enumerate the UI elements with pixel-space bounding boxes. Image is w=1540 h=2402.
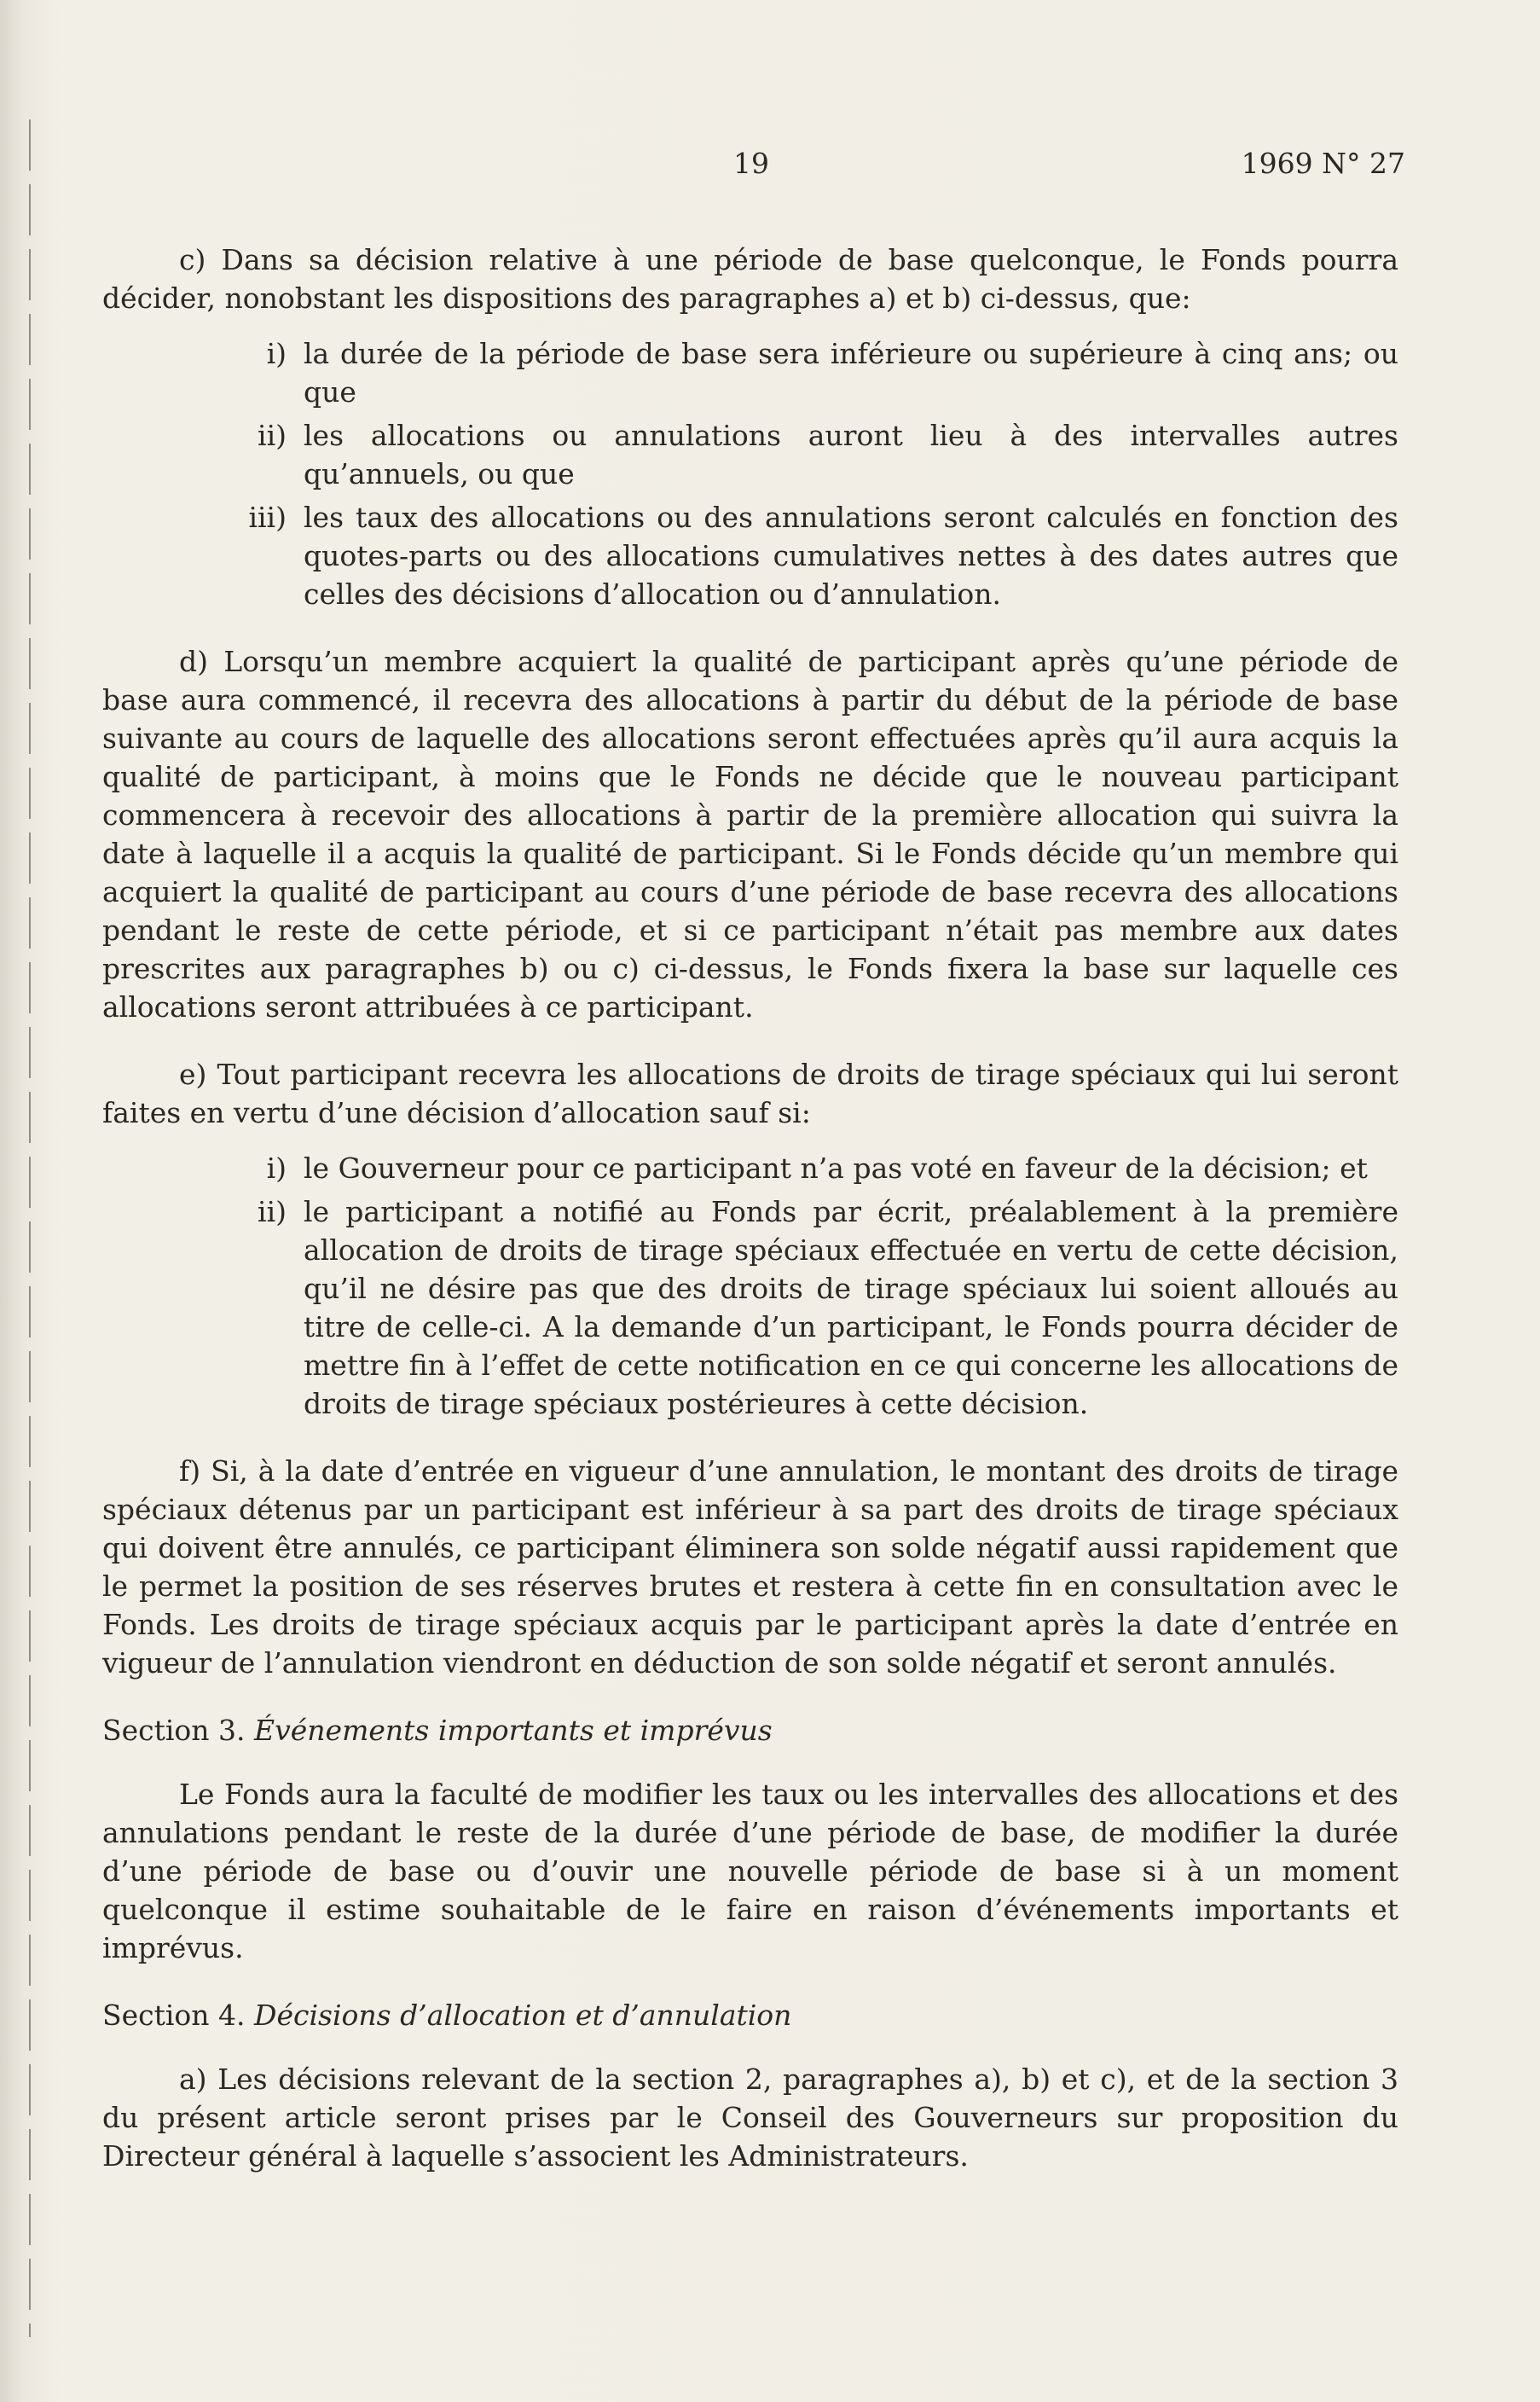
list-marker: iii) bbox=[248, 501, 287, 534]
list-item bbox=[102, 1149, 1398, 1187]
paragraph-e: e) Tout participant recevra les allocations de droits de tirage spéciaux qui lui seront faites en vertu d’une décision d’allocation sauf si: bbox=[102, 1058, 1398, 1129]
page-number: 19 bbox=[733, 147, 769, 180]
section-4-label: Section 4. bbox=[102, 1999, 246, 2032]
list-marker: i) bbox=[266, 1152, 287, 1185]
section-3-label: Section 3. bbox=[102, 1714, 246, 1747]
list-item bbox=[102, 416, 1398, 493]
list-marker: i) bbox=[266, 337, 287, 370]
paragraph-f: f) Si, à la date d’entrée en vigueur d’une annulation, le montant des droits de tirage spéciaux détenus par un participant est inférieur à sa part des droits de tirage spéciaux qui doivent être annulés, ce participant éliminera son solde négatif aussi rapidement que le permet la position de ses réserves brutes et restera à cette fin en consultation avec le Fonds. Les droits de tirage spéciaux acquis par le participant après la date d’entrée en vigueur de l’annulation viendront en déduction de son solde négatif et seront annulés. bbox=[102, 1454, 1398, 1680]
list-marker: ii) bbox=[258, 419, 287, 452]
list-item-text: les allocations ou annulations auront lieu à des intervalles autres qu’annuels, ou que bbox=[304, 419, 1398, 490]
section-3-heading bbox=[102, 1711, 1398, 1749]
section-4-heading bbox=[102, 1996, 1398, 2034]
page-body bbox=[102, 241, 1398, 2204]
list-c bbox=[102, 334, 1398, 613]
section-3-title: Événements importants et imprévus bbox=[254, 1714, 773, 1747]
list-e bbox=[102, 1149, 1398, 1423]
list-item bbox=[102, 498, 1398, 613]
list-item-text: la durée de la période de base sera inférieure ou supérieure à cinq ans; ou que bbox=[304, 337, 1398, 409]
list-marker: ii) bbox=[258, 1195, 287, 1228]
section-4-paragraph-a: a) Les décisions relevant de la section 2, paragraphes a), b) et c), et de la section 3 du présent article seront prises par le Conseil des Gouverneurs sur proposition du Directeur général à laquelle s’associent les Administrateurs. bbox=[102, 2063, 1398, 2173]
list-item-text: le Gouverneur pour ce participant n’a pas voté en faveur de la décision; et bbox=[304, 1152, 1368, 1185]
binding-edge bbox=[29, 119, 31, 2337]
list-item bbox=[102, 1192, 1398, 1423]
page-header bbox=[0, 147, 1540, 189]
list-item-text: le participant a notifié au Fonds par écrit, préalablement à la première allocation de droits de tirage spéciaux effectuée en vertu de cette décision, qu’il ne désire pas que des droits de tirage spéciaux lui soient alloués au titre de celle-ci. A la demande d’un participant, le Fonds pourra décider de mettre fin à l’effet de cette notification en ce qui concerne les allocations de droits de tirage spéciaux postérieures à cette décision. bbox=[304, 1195, 1398, 1420]
section-3-paragraph: Le Fonds aura la faculté de modifier les taux ou les intervalles des allocations et des annulations pendant le reste de la durée d’une période de base, de modifier la durée d’une période de base ou d’ouvir une nouvelle période de base si à un moment quelconque il estime souhaitable de le faire en raison d’événements importants et imprévus. bbox=[102, 1778, 1398, 1964]
list-item bbox=[102, 334, 1398, 411]
list-item-text: les taux des allocations ou des annulations seront calculés en fonction des quotes-parts ou des allocations cumulatives nettes à des dates autres que celles des décisions d’allocation ou d’annulation. bbox=[304, 501, 1398, 611]
document-reference: 1969 N° 27 bbox=[1241, 147, 1405, 180]
paragraph-d: d) Lorsqu’un membre acquiert la qualité de participant après qu’une période de base aura commencé, il recevra des allocations à partir du début de la période de base suivante au cours de laquelle des allocations seront effectuées après qu’il aura acquis la qualité de participant, à moins que le Fonds ne décide que le nouveau participant commencera à recevoir des allocations à partir de la première allocation qui suivra la date à laquelle il a acquis la qualité de participant. Si le Fonds décide qu’un membre qui acquiert la qualité de participant au cours d’une période de base recevra des allocations pendant le reste de cette période, et si ce participant n’était pas membre aux dates prescrites aux paragraphes b) ou c) ci-dessus, le Fonds fixera la base sur laquelle ces allocations seront attribuées à ce participant. bbox=[102, 645, 1398, 1024]
section-4-title: Décisions d’allocation et d’annulation bbox=[254, 1999, 792, 2032]
paragraph-c: c) Dans sa décision relative à une période de base quelconque, le Fonds pourra décider, nonobstant les dispositions des paragraphes a) et b) ci-dessus, que: bbox=[102, 243, 1398, 315]
